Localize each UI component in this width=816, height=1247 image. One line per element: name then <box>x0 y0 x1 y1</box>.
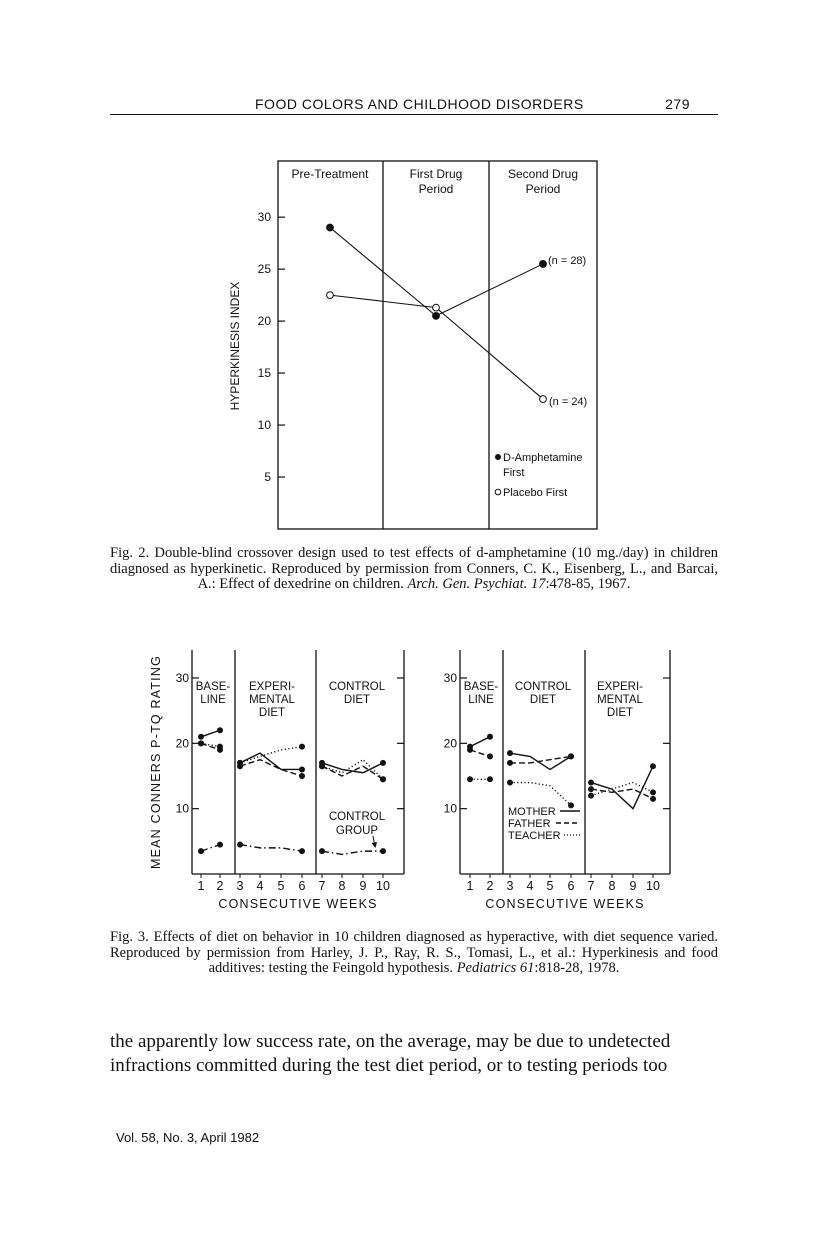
fig2-panel-second-line2: Period <box>525 182 561 196</box>
legend-teacher: TEACHER <box>508 830 561 842</box>
fig3-left-x-tick-label: 1 <box>197 879 205 893</box>
legend-open-dot-icon <box>495 489 501 495</box>
fig3-left-x-tick-label: 3 <box>236 879 244 893</box>
fig3-left-teacher-line <box>322 760 383 780</box>
fig3-left-x-tick-label: 2 <box>216 879 224 893</box>
fig2-panel-first-line2: Period <box>418 182 454 196</box>
fig3-left-panel-label: CONTROL <box>328 681 386 693</box>
fig3-right-mother-line <box>470 737 490 747</box>
fig3-left-mother-line <box>240 753 302 769</box>
fig3-left-x-tick-label: 7 <box>318 879 326 893</box>
fig3-left-x-tick-label: 8 <box>338 879 346 893</box>
fig3-left-control-group-point <box>217 842 223 848</box>
fig3-left-teacher-point <box>198 740 204 746</box>
fig3-right-x-tick-label: 8 <box>608 879 616 893</box>
fig3-right-x-tick-label: 4 <box>526 879 534 893</box>
fig3-left-teacher-point <box>299 744 305 750</box>
figure-2-panel-labels <box>292 167 578 196</box>
fig3-right-father-point <box>568 753 574 759</box>
fig3-left-control-group-line <box>201 845 220 852</box>
fig3-right-mother-point <box>650 763 656 769</box>
fig2-y-axis-label: HYPERKINESIS INDEX <box>228 281 242 411</box>
fig3-right-mother-point <box>588 780 594 786</box>
fig3-right-mother-line <box>591 766 653 808</box>
fig3-caption-journal: Pediatrics <box>456 960 517 976</box>
fig3-right-teacher-point <box>650 789 656 795</box>
fig3-axes <box>176 671 670 911</box>
fig3-right-x-tick-label: 9 <box>629 879 637 893</box>
page-footer: Vol. 58, No. 3, April 1982 <box>116 1130 260 1145</box>
fig3-right-mother-point <box>487 734 493 740</box>
fig3-left-x-tick-label: 6 <box>298 879 306 893</box>
fig3-panel-labels <box>196 681 644 719</box>
running-head-title: FOOD COLORS AND CHILDHOOD DISORDERS <box>255 96 584 112</box>
figure-3-caption <box>110 930 718 977</box>
fig3-caption-volume: 61 <box>519 960 535 976</box>
fig2-amphetamine-point <box>433 313 440 320</box>
fig2-amphetamine-point <box>540 261 547 268</box>
fig3-left-mother-line <box>201 730 220 737</box>
fig3-right-teacher-point <box>568 802 574 808</box>
fig3-left-panel-label: DIET <box>258 707 286 719</box>
fig3-right-panel-label: MENTAL <box>597 694 643 706</box>
fig3-left-control-group-point <box>319 848 325 854</box>
fig3-right-y-tick-label: 30 <box>443 671 457 685</box>
fig3-caption-text: Fig. 3. Effects of diet on behavior in 10 children diagnosed as hyperactive, with diet sequence varied. Reproduced by permission from Harley, J. P., Ray, R. S., Tomasi, L., et al.: Hyperkinesis and food additives: testing the Feingold hypothesis. <box>110 929 718 976</box>
legend-amphetamine: D-Amphetamine <box>503 452 583 464</box>
fig3-left-teacher-point <box>319 763 325 769</box>
fig3-right-x-tick-label: 2 <box>486 879 494 893</box>
fig3-control-group-label <box>329 811 386 848</box>
figure-2-caption <box>110 546 718 593</box>
fig3-right-panel-label: EXPERI- <box>596 681 644 693</box>
fig2-panel-first-line1: First Drug <box>409 167 463 181</box>
fig3-legend <box>508 806 580 842</box>
fig3-right-father-line <box>470 750 490 757</box>
fig3-left-x-tick-label: 4 <box>256 879 264 893</box>
legend-placebo: Placebo First <box>503 487 568 499</box>
fig3-right-x-tick-label: 6 <box>567 879 575 893</box>
fig2-y-tick-label: 25 <box>257 262 271 277</box>
fig2-amphetamine-point <box>327 224 334 231</box>
fig2-placebo-point <box>540 396 547 403</box>
page-number: 279 <box>665 96 690 112</box>
fig3-right-panel-label: CONTROL <box>514 681 572 693</box>
fig2-y-tick-label: 30 <box>257 210 271 225</box>
fig3-left-x-axis-label: CONSECUTIVE WEEKS <box>218 897 378 911</box>
fig3-right-panel-label: LINE <box>468 694 494 706</box>
fig2-y-tick-label: 5 <box>264 470 271 485</box>
fig3-right-x-tick-label: 1 <box>466 879 474 893</box>
fig3-left-x-tick-label: 9 <box>359 879 367 893</box>
fig3-left-control-group-point <box>299 848 305 854</box>
fig2-n-label-placebo: (n = 24) <box>549 396 588 408</box>
fig3-right-teacher-point <box>588 793 594 799</box>
fig3-right-x-tick-label: 5 <box>546 879 554 893</box>
fig3-left-control-group-point <box>380 848 386 854</box>
fig3-left-teacher-point <box>380 776 386 782</box>
fig3-left-mother-point <box>217 727 223 733</box>
fig3-right-teacher-point <box>507 780 513 786</box>
fig2-legend <box>495 452 582 499</box>
fig3-right-father-point <box>507 760 513 766</box>
fig3-right-father-point <box>650 796 656 802</box>
fig3-left-x-tick-label: 5 <box>277 879 285 893</box>
fig3-left-control-group-point <box>198 848 204 854</box>
figure-2 <box>0 0 816 540</box>
fig3-left-teacher-point <box>237 760 243 766</box>
fig2-panel-second-line1: Second Drug <box>507 167 579 181</box>
control-group-arrowhead-icon <box>372 842 378 848</box>
fig3-left-y-tick-label: 30 <box>175 671 189 685</box>
figure-2-frame <box>278 161 597 529</box>
fig3-right-father-point <box>588 786 594 792</box>
control-group-line1: CONTROL <box>328 811 386 823</box>
fig3-left-y-tick-label: 10 <box>175 801 189 816</box>
fig3-right-y-tick-label: 10 <box>443 801 457 816</box>
fig2-y-tick-label: 10 <box>257 418 271 433</box>
legend-father: FATHER <box>508 818 551 830</box>
legend-amphetamine-line2: First <box>503 467 525 479</box>
body-paragraph: the apparently low success rate, on the average, may be due to undetected infractions committed during the test diet period, or to testing periods too <box>110 1031 671 1076</box>
fig2-caption-volume: 17 <box>530 576 546 592</box>
fig3-right-father-line <box>591 789 653 799</box>
fig3-left-control-group-line <box>240 845 302 852</box>
fig3-left-mother-point <box>380 760 386 766</box>
fig3-left-panel-label: EXPERI- <box>248 681 296 693</box>
fig3-right-panel-label: BASE- <box>463 681 499 693</box>
fig3-left-panel-label: DIET <box>343 694 371 706</box>
fig3-right-y-tick-label: 20 <box>443 736 457 751</box>
legend-filled-dot-icon <box>495 454 501 460</box>
fig2-y-tick-label: 15 <box>257 366 271 381</box>
fig3-left-father-point <box>299 773 305 779</box>
fig3-left-control-group-point <box>237 842 243 848</box>
fig3-right-x-tick-label: 3 <box>506 879 514 893</box>
fig3-right-teacher-line <box>510 783 571 806</box>
fig3-left-y-tick-label: 20 <box>175 736 189 751</box>
fig2-series <box>327 224 547 402</box>
fig2-placebo-point <box>327 292 334 299</box>
fig3-left-panel-label: BASE- <box>195 681 231 693</box>
fig2-caption-pages: :478-85, 1967. <box>545 576 631 592</box>
fig3-left-mother-point <box>198 734 204 740</box>
fig2-y-tick-label: 20 <box>257 314 271 329</box>
fig3-left-teacher-line <box>240 747 302 763</box>
fig3-right-x-tick-label: 7 <box>587 879 595 893</box>
figure-3 <box>0 630 816 920</box>
fig3-left-panel-label: MENTAL <box>249 694 295 706</box>
fig2-panel-pretreatment: Pre-Treatment <box>291 167 369 181</box>
fig3-left-x-tick-label: 10 <box>376 879 390 893</box>
fig2-placebo-point <box>433 304 440 311</box>
fig3-series <box>198 727 656 854</box>
fig3-right-teacher-point <box>467 776 473 782</box>
fig3-right-panel-label: DIET <box>529 694 557 706</box>
fig3-right-father-point <box>487 753 493 759</box>
fig2-caption-journal: Arch. Gen. Psychiat. <box>407 576 528 592</box>
legend-mother: MOTHER <box>508 806 556 818</box>
fig2-caption-text: Fig. 2. Double-blind crossover design used to test effects of d-amphetamine (10 mg./day) in children diagnosed as hyperkinetic. Reproduced by permission from Conners, C. K., Eisenberg, L., and Barcai, A.: Effect of dexedrine on children. <box>110 545 718 592</box>
fig2-y-axis <box>258 210 285 484</box>
fig3-caption-pages: :818-28, 1978. <box>534 960 620 976</box>
fig3-right-father-point <box>467 747 473 753</box>
fig3-y-axis-label: MEAN CONNERS P-TQ RATING <box>149 655 163 869</box>
fig3-right-mother-point <box>507 750 513 756</box>
fig3-left-panel-label: LINE <box>200 694 226 706</box>
fig3-left-mother-point <box>299 766 305 772</box>
fig3-right-teacher-point <box>487 776 493 782</box>
fig3-right-panel-label: DIET <box>606 707 634 719</box>
fig2-n-label-amphetamine: (n = 28) <box>548 255 587 267</box>
fig3-right-x-tick-label: 10 <box>646 879 660 893</box>
fig3-right-x-axis-label: CONSECUTIVE WEEKS <box>485 897 645 911</box>
fig3-left-teacher-point <box>217 744 223 750</box>
fig2-amphetamine-line <box>330 228 543 316</box>
control-group-line2: GROUP <box>335 825 379 837</box>
fig3-left-control-group-line <box>322 851 383 854</box>
